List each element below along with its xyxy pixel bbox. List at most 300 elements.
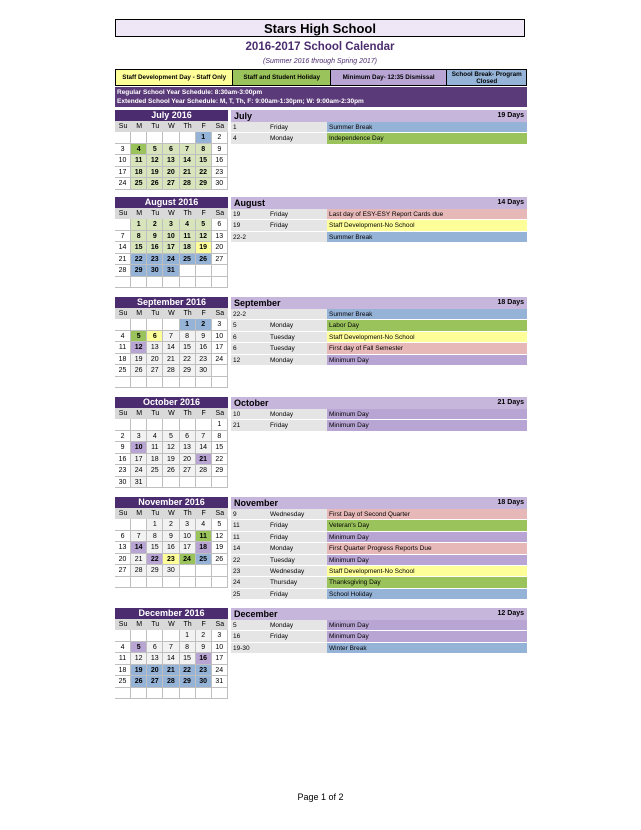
weekday-label: F <box>201 123 206 130</box>
calendar-day: 11 <box>147 442 163 454</box>
calendar-day <box>115 688 131 700</box>
calendar-day: 15 <box>196 155 212 167</box>
calendar-day: 14 <box>115 242 131 254</box>
event-row <box>231 220 527 231</box>
calendar-day: 30 <box>115 477 131 489</box>
weekday-label: Sa <box>215 410 225 417</box>
calendar-week <box>115 676 228 688</box>
calendar-day <box>180 277 196 289</box>
event-weekday: Friday <box>268 122 327 133</box>
calendar-week <box>115 277 228 289</box>
event-row <box>231 620 527 631</box>
calendar-day: 1 <box>196 132 212 144</box>
event-weekday: Tuesday <box>268 343 327 354</box>
calendar-day <box>115 630 131 642</box>
calendar-day: 29 <box>212 465 228 477</box>
calendar-day: 28 <box>180 178 196 190</box>
calendar-day <box>163 377 179 389</box>
weekday-label: Su <box>118 510 128 517</box>
event-row <box>231 420 527 431</box>
event-row <box>231 355 527 366</box>
calendar-day <box>147 688 163 700</box>
month-calendar-title: November 2016 <box>115 497 228 508</box>
calendar-day: 26 <box>196 254 212 266</box>
event-date: 5 <box>231 620 268 631</box>
calendar-day: 5 <box>212 519 228 531</box>
calendar-day: 21 <box>163 665 179 677</box>
calendar-day: 21 <box>180 167 196 179</box>
calendar-day: 15 <box>180 342 196 354</box>
calendar-day: 2 <box>212 132 228 144</box>
calendar-day: 9 <box>196 642 212 654</box>
calendar-day: 13 <box>163 155 179 167</box>
event-row <box>231 309 527 320</box>
calendar-day: 25 <box>115 365 131 377</box>
calendar-day <box>196 265 212 277</box>
calendar-day: 19 <box>131 354 147 366</box>
calendar-day: 17 <box>180 542 196 554</box>
calendar-day <box>163 630 179 642</box>
calendar-week <box>115 254 228 266</box>
month-name: September <box>234 298 281 308</box>
weekday-label: Tu <box>151 621 160 628</box>
month-calendar-title: September 2016 <box>115 297 228 308</box>
calendar-day: 4 <box>115 642 131 654</box>
legend <box>115 69 527 86</box>
event-row <box>231 631 527 642</box>
calendar-day: 7 <box>180 144 196 156</box>
month-events <box>231 110 527 145</box>
month-events <box>231 608 527 654</box>
weekday-header <box>115 508 228 519</box>
calendar-week <box>115 577 228 589</box>
calendar-day: 31 <box>212 676 228 688</box>
event-date: 19 <box>231 209 268 220</box>
event-weekday <box>268 643 327 654</box>
calendar-day: 18 <box>180 242 196 254</box>
calendar-day: 11 <box>180 231 196 243</box>
calendar-day: 29 <box>180 365 196 377</box>
event-description: Thanksgiving Day <box>327 577 527 588</box>
calendar-day: 11 <box>115 653 131 665</box>
calendar-day: 22 <box>212 454 228 466</box>
calendar-day <box>180 265 196 277</box>
calendar-day <box>196 477 212 489</box>
calendar-week <box>115 342 228 354</box>
calendar-day: 23 <box>163 554 179 566</box>
weekday-header <box>115 208 228 219</box>
calendar-day <box>147 630 163 642</box>
event-row <box>231 589 527 600</box>
event-weekday: Monday <box>268 320 327 331</box>
calendar-day <box>147 577 163 589</box>
weekday-label: W <box>168 510 175 517</box>
calendar-day <box>163 319 179 331</box>
event-weekday: Friday <box>268 209 327 220</box>
calendar-day: 20 <box>212 242 228 254</box>
weekday-label: M <box>136 310 143 317</box>
month-name: December <box>234 609 278 619</box>
event-date: 5 <box>231 320 268 331</box>
calendar-day: 19 <box>131 665 147 677</box>
month-name: July <box>234 111 253 121</box>
calendar-day: 7 <box>115 231 131 243</box>
calendar-day <box>163 132 179 144</box>
calendar-day <box>131 377 147 389</box>
event-weekday <box>268 309 327 320</box>
calendar-day <box>212 277 228 289</box>
calendar-day: 12 <box>163 442 179 454</box>
event-description: First Quarter Progress Reports Due <box>327 543 527 554</box>
calendar-day: 2 <box>147 219 163 231</box>
calendar-day: 24 <box>212 665 228 677</box>
calendar-day: 14 <box>131 542 147 554</box>
weekday-label: Sa <box>215 621 225 628</box>
event-date: 21 <box>231 420 268 431</box>
event-date: 4 <box>231 133 268 144</box>
extended-schedule: Extended School Year Schedule: M, T, Th, F: 9:00am-1:30pm; W: 9:00am-2:30pm <box>117 98 364 105</box>
event-row <box>231 122 527 133</box>
calendar-day: 24 <box>115 178 131 190</box>
calendar-day: 13 <box>115 542 131 554</box>
calendar-day <box>147 377 163 389</box>
calendar-day: 9 <box>196 331 212 343</box>
calendar-day: 3 <box>131 431 147 443</box>
legend-holiday: Staff and Student Holiday <box>233 70 331 85</box>
calendar-day: 6 <box>115 531 131 543</box>
calendar-day: 3 <box>212 630 228 642</box>
calendar-day: 28 <box>115 265 131 277</box>
event-description: School Holiday <box>327 589 527 600</box>
weekday-label: W <box>168 123 175 130</box>
weekday-label: Th <box>183 510 192 517</box>
calendar-day: 12 <box>131 342 147 354</box>
event-description: Staff Development-No School <box>327 220 527 231</box>
calendar-day: 18 <box>196 542 212 554</box>
calendar-day: 8 <box>180 331 196 343</box>
calendar-day: 30 <box>196 676 212 688</box>
weekday-label: M <box>136 621 143 628</box>
calendar-day: 8 <box>147 531 163 543</box>
event-date: 10 <box>231 409 268 420</box>
event-weekday: Monday <box>268 620 327 631</box>
calendar-week <box>115 155 228 167</box>
calendar-day <box>131 277 147 289</box>
event-description: Summer Break <box>327 232 527 243</box>
calendar-day: 10 <box>131 442 147 454</box>
calendar-day: 13 <box>147 653 163 665</box>
calendar-range: (Summer 2016 through Spring 2017) <box>262 58 377 65</box>
calendar-day: 29 <box>196 178 212 190</box>
calendar-day: 31 <box>163 265 179 277</box>
calendar-day: 15 <box>212 442 228 454</box>
calendar-day <box>131 419 147 431</box>
weekday-label: Sa <box>215 510 225 517</box>
event-weekday: Wednesday <box>268 509 327 520</box>
calendar-day: 5 <box>131 642 147 654</box>
calendar-day: 13 <box>147 342 163 354</box>
event-row <box>231 643 527 654</box>
calendar-day: 8 <box>180 642 196 654</box>
calendar-day: 19 <box>163 454 179 466</box>
calendar-day: 21 <box>131 554 147 566</box>
calendar-day: 5 <box>163 431 179 443</box>
calendar-day: 19 <box>212 542 228 554</box>
event-description: Minimum Day <box>327 532 527 543</box>
event-row <box>231 209 527 220</box>
calendar-day: 1 <box>180 319 196 331</box>
calendar-day: 26 <box>147 178 163 190</box>
calendar-day: 25 <box>131 178 147 190</box>
calendar-day: 15 <box>180 653 196 665</box>
calendar-day: 2 <box>163 519 179 531</box>
month-calendar <box>115 497 228 588</box>
calendar-day <box>147 277 163 289</box>
calendar-day: 26 <box>131 676 147 688</box>
calendar-day <box>131 688 147 700</box>
calendar-day: 1 <box>212 419 228 431</box>
event-weekday: Friday <box>268 520 327 531</box>
calendar-day: 9 <box>147 231 163 243</box>
event-weekday: Friday <box>268 589 327 600</box>
weekday-label: Th <box>183 410 192 417</box>
calendar-week <box>115 665 228 677</box>
event-description: First Day of Second Quarter <box>327 509 527 520</box>
event-row <box>231 232 527 243</box>
event-date: 14 <box>231 543 268 554</box>
weekday-label: Su <box>118 310 128 317</box>
event-row <box>231 332 527 343</box>
calendar-day: 30 <box>196 365 212 377</box>
weekday-label: F <box>201 210 206 217</box>
calendar-day <box>180 377 196 389</box>
calendar-day: 18 <box>115 354 131 366</box>
event-date: 22 <box>231 555 268 566</box>
calendar-day: 29 <box>180 676 196 688</box>
calendar-day <box>115 519 131 531</box>
weekday-label: Tu <box>151 310 160 317</box>
calendar-day <box>196 688 212 700</box>
weekday-label: Th <box>183 621 192 628</box>
legend-school-break: School Break- Program Closed <box>447 70 526 85</box>
calendar-day <box>180 132 196 144</box>
calendar-day <box>212 565 228 577</box>
calendar-day: 28 <box>163 676 179 688</box>
calendar-day <box>196 565 212 577</box>
calendar-day <box>180 419 196 431</box>
calendar-day: 17 <box>115 167 131 179</box>
calendar-day: 16 <box>196 653 212 665</box>
calendar-day: 7 <box>131 531 147 543</box>
school-days-count: 21 Days <box>497 399 524 406</box>
event-row <box>231 409 527 420</box>
event-date: 6 <box>231 332 268 343</box>
weekday-label: Th <box>183 123 192 130</box>
weekday-label: M <box>136 510 143 517</box>
month-name: October <box>234 398 269 408</box>
calendar-day <box>147 319 163 331</box>
event-date: 25 <box>231 589 268 600</box>
weekday-label: W <box>168 210 175 217</box>
calendar-day: 13 <box>212 231 228 243</box>
calendar-day <box>163 277 179 289</box>
calendar-day: 22 <box>196 167 212 179</box>
event-description: Staff Development-No School <box>327 566 527 577</box>
calendar-day <box>196 577 212 589</box>
weekday-label: F <box>201 310 206 317</box>
calendar-day: 23 <box>196 354 212 366</box>
calendar-day: 5 <box>131 331 147 343</box>
calendar-day: 4 <box>115 331 131 343</box>
weekday-label: Tu <box>151 123 160 130</box>
month-name: November <box>234 498 279 508</box>
weekday-label: F <box>201 621 206 628</box>
calendar-day <box>180 688 196 700</box>
calendar-week <box>115 167 228 179</box>
calendar-day <box>131 630 147 642</box>
weekday-label: F <box>201 410 206 417</box>
calendar-day: 18 <box>115 665 131 677</box>
calendar-day: 27 <box>163 178 179 190</box>
calendar-week <box>115 630 228 642</box>
month-calendar <box>115 110 228 190</box>
calendar-day: 15 <box>147 542 163 554</box>
event-description: First day of Fall Semester <box>327 343 527 354</box>
weekday-label: M <box>136 123 143 130</box>
calendar-day: 14 <box>163 342 179 354</box>
calendar-week <box>115 642 228 654</box>
calendar-day: 7 <box>163 642 179 654</box>
event-date: 22-2 <box>231 232 268 243</box>
legend-staff-development: Staff Development Day - Staff Only <box>116 70 233 85</box>
calendar-day: 14 <box>163 653 179 665</box>
calendar-day: 30 <box>147 265 163 277</box>
calendar-day <box>196 419 212 431</box>
calendar-day: 2 <box>196 630 212 642</box>
calendar-day: 20 <box>147 665 163 677</box>
event-weekday: Friday <box>268 631 327 642</box>
calendar-day: 20 <box>115 554 131 566</box>
calendar-week <box>115 531 228 543</box>
calendar-week <box>115 219 228 231</box>
event-weekday: Tuesday <box>268 332 327 343</box>
calendar-week <box>115 365 228 377</box>
calendar-day <box>115 319 131 331</box>
month-calendar <box>115 397 228 488</box>
month-events-header <box>231 397 527 409</box>
weekday-label: W <box>168 621 175 628</box>
calendar-day: 27 <box>115 565 131 577</box>
calendar-week <box>115 144 228 156</box>
calendar-day: 17 <box>131 454 147 466</box>
month-events <box>231 297 527 366</box>
calendar-day: 11 <box>131 155 147 167</box>
event-date: 11 <box>231 520 268 531</box>
calendar-day <box>115 577 131 589</box>
calendar-day: 5 <box>147 144 163 156</box>
calendar-day: 24 <box>212 354 228 366</box>
calendar-day: 4 <box>196 519 212 531</box>
event-description: Minimum Day <box>327 355 527 366</box>
calendar-day: 23 <box>147 254 163 266</box>
weekday-label: Tu <box>151 210 160 217</box>
calendar-day: 29 <box>131 265 147 277</box>
event-description: Staff Development-No School <box>327 332 527 343</box>
calendar-day: 27 <box>180 465 196 477</box>
calendar-day: 1 <box>180 630 196 642</box>
calendar-week <box>115 242 228 254</box>
calendar-day: 12 <box>212 531 228 543</box>
event-date: 11 <box>231 532 268 543</box>
calendar-week <box>115 542 228 554</box>
month-calendar-title: October 2016 <box>115 397 228 408</box>
weekday-label: Sa <box>215 210 225 217</box>
calendar-day: 22 <box>180 665 196 677</box>
calendar-day: 9 <box>163 531 179 543</box>
calendar-week <box>115 519 228 531</box>
calendar-day: 11 <box>115 342 131 354</box>
calendar-day: 19 <box>196 242 212 254</box>
event-description: Last day of ESY-ESY Report Cards due <box>327 209 527 220</box>
calendar-week <box>115 431 228 443</box>
event-row <box>231 555 527 566</box>
calendar-week <box>115 465 228 477</box>
schedule-info <box>115 87 527 107</box>
month-events <box>231 197 527 243</box>
calendar-day <box>212 265 228 277</box>
legend-minimum-day: Minimum Day- 12:35 Dismissal <box>331 70 447 85</box>
calendar-day: 3 <box>115 144 131 156</box>
calendar-week <box>115 565 228 577</box>
calendar-day: 23 <box>212 167 228 179</box>
calendar-day: 22 <box>147 554 163 566</box>
calendar-day: 23 <box>115 465 131 477</box>
calendar-day: 25 <box>115 676 131 688</box>
calendar-week <box>115 454 228 466</box>
weekday-label: Th <box>183 310 192 317</box>
calendar-day: 24 <box>180 554 196 566</box>
calendar-day: 5 <box>196 219 212 231</box>
school-days-count: 18 Days <box>497 499 524 506</box>
event-row <box>231 343 527 354</box>
calendar-week <box>115 653 228 665</box>
weekday-header <box>115 308 228 319</box>
event-row <box>231 577 527 588</box>
calendar-day: 10 <box>180 531 196 543</box>
event-row <box>231 543 527 554</box>
school-title: Stars High School <box>115 19 525 37</box>
event-date: 19 <box>231 220 268 231</box>
month-calendar-title: December 2016 <box>115 608 228 619</box>
calendar-day <box>196 377 212 389</box>
calendar-day: 27 <box>147 676 163 688</box>
calendar-day: 2 <box>196 319 212 331</box>
calendar-day <box>180 477 196 489</box>
calendar-day: 18 <box>147 454 163 466</box>
calendar-week <box>115 688 228 700</box>
calendar-day: 28 <box>131 565 147 577</box>
calendar-day: 25 <box>180 254 196 266</box>
event-row <box>231 133 527 144</box>
page-footer: Page 1 of 2 <box>297 792 344 802</box>
calendar-day: 26 <box>163 465 179 477</box>
calendar-day: 16 <box>196 342 212 354</box>
event-description: Veteran's Day <box>327 520 527 531</box>
calendar-day: 23 <box>196 665 212 677</box>
calendar-day <box>115 277 131 289</box>
event-date: 6 <box>231 343 268 354</box>
month-calendar <box>115 608 228 699</box>
